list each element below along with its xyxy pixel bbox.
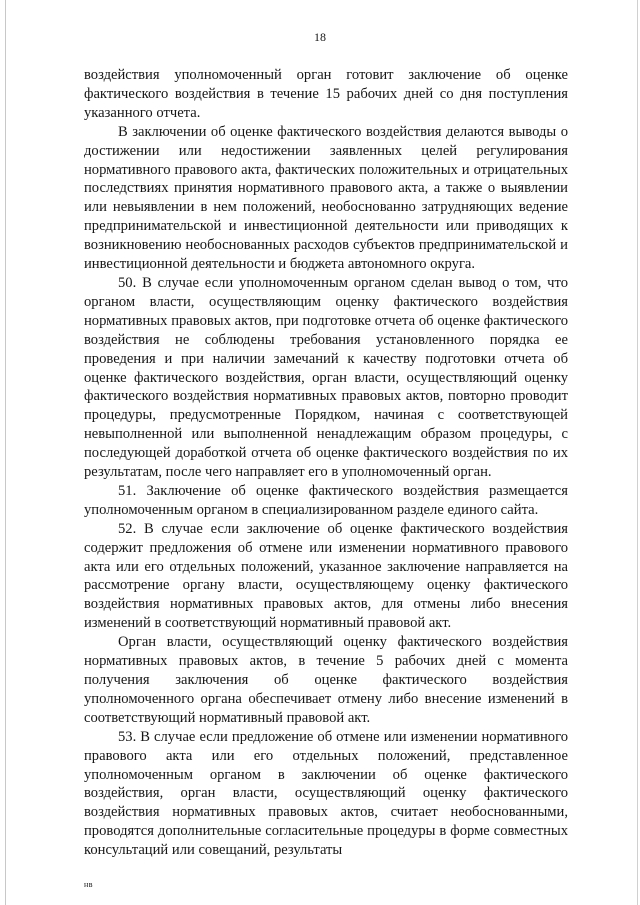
paragraph-item-53: 53. В случае если предложение об отмене или изменении нормативного правового акта или его отдельных положений, представленное уполномоченным органом в заключении об оценке фактического воздействия, орган власти, осуществляющий оценку фактического воздействия нормативных правовых актов, считает необоснованными, проводятся дополнительные согласительные процедуры в форме совместных консультаций или совещаний, результаты — [84, 728, 568, 859]
page-number: 18 — [314, 30, 326, 44]
paragraph-item-52-authority: Орган власти, осуществляющий оценку фактического воздействия нормативных правовых актов, в течение 5 рабочих дней с момента получения заключения об оценке фактического воздействия уполномоченного органа обеспечивает отмену либо внесение изменений в соответствующий нормативный правовой акт. — [84, 634, 568, 726]
scan-edge-left — [5, 0, 6, 905]
footer-mark: нв — [84, 880, 94, 889]
paragraph-item-50: 50. В случае если уполномоченным органом сделан вывод о том, что органом власти, осуществляющим оценку фактического воздействия нормативных правовых актов, при подготовке отчета об оценке фактического воздействия не соблюдены требования установленного порядка ее проведения и при наличии замечаний к качеству подготовки отчета об оценке фактического воздействия, орган власти, осуществляющий оценку фактического воздействия нормативных правовых актов, повторно проводит процедуры, предусмотренные Порядком, начиная с соответствующей невыполненной или выполненной ненадлежащим образом процедуры, с последующей доработкой отчета об оценке фактического воздействия по их результатам, после чего направляет его в уполномоченный орган. — [84, 274, 568, 481]
paragraph-item-51: 51. Заключение об оценке фактического воздействия размещается уполномоченным органом в специализированном разделе единого сайта. — [84, 482, 568, 518]
paragraph-item-52: 52. В случае если заключение об оценке фактического воздействия содержит предложения об отмене или изменении нормативного правового акта или его отдельных положений, указанное заключение направляется на рассмотрение органу власти, осуществляющему оценку фактического воздействия нормативных правовых актов, для отмены либо внесения изменений в соответствующий нормативный правовой акт. — [84, 520, 568, 632]
paragraph-conclusion-findings: В заключении об оценке фактического воздействия делаются выводы о достижении или недостижении заявленных целей регулирования нормативного правового акта, фактических положительных и отрицательных последствиях принятия нормативного правового акта, а также о выявлении или невыявлении в нем положений, необоснованно затрудняющих ведение предпринимательской и инвестиционной деятельности или приводящих к возникновению необоснованных расходов субъектов предпринимательской и инвестиционной деятельности и бюджета автономного округа. — [84, 123, 568, 273]
paragraph-continuation: воздействия уполномоченный орган готовит заключение об оценке фактического воздействия в течение 15 рабочих дней со дня поступления указанного отчета. — [84, 67, 568, 121]
scan-edge-right — [637, 0, 638, 905]
document-body — [84, 66, 568, 860]
